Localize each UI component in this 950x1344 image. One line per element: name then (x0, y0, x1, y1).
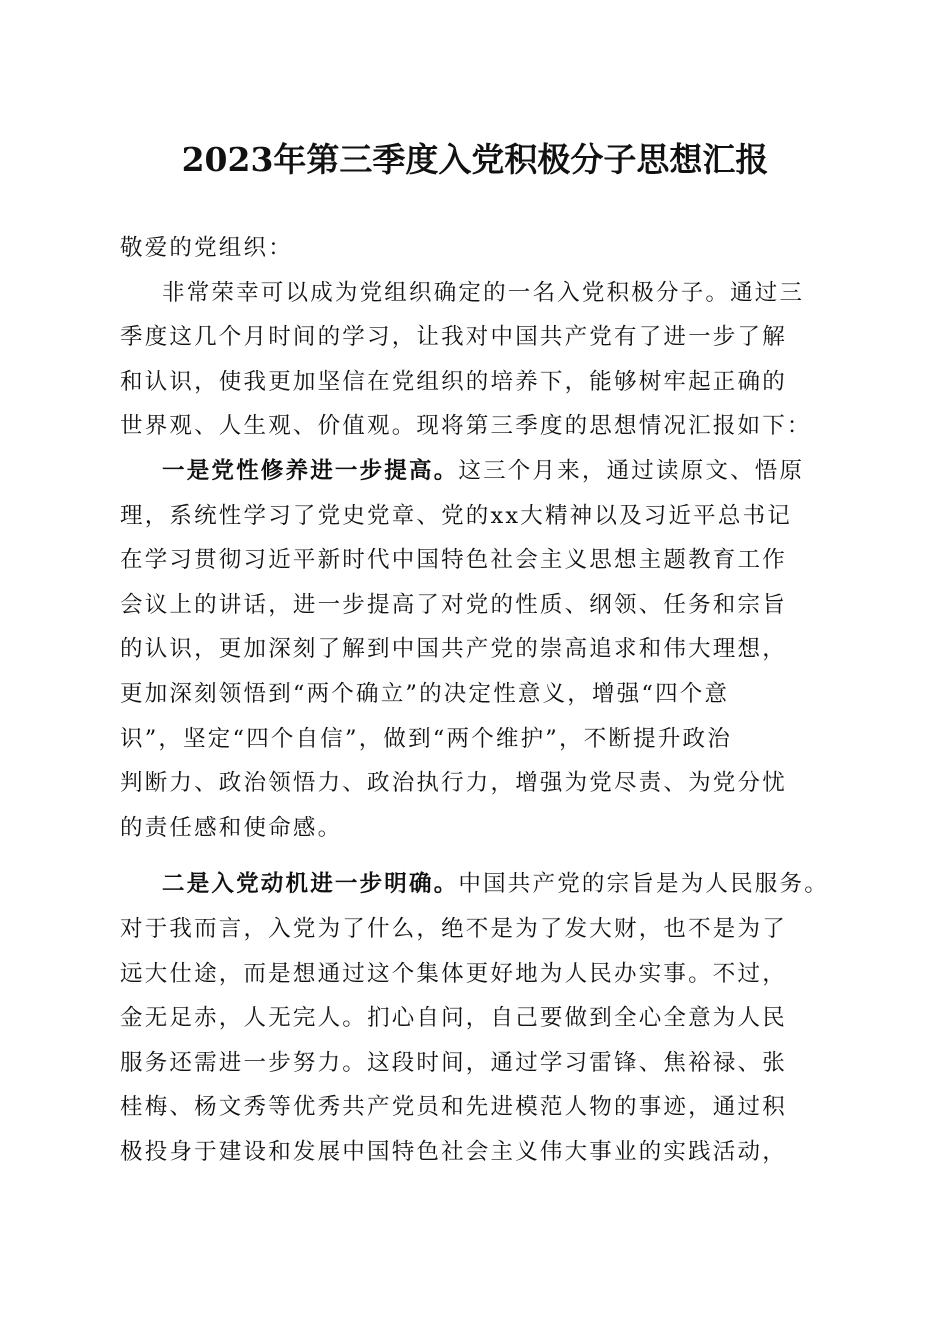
text-line: 极投身于建设和发展中国特色社会主义伟大事业的实践活动， (120, 1138, 787, 1165)
page-title: 2023年第三季度入党积极分子思想汇报 (181, 140, 769, 179)
text-line: 会议上的讲话，进一步提高了对党的性质、纲领、任务和宗旨 (120, 591, 787, 618)
paragraph-heading: 二是入党动机进一步明确。 (162, 871, 459, 898)
text-fragment: 这三个月来，通过读原文、悟原 (458, 457, 805, 484)
text-line: 的责任感和使命感。 (120, 814, 343, 841)
text-line: 服务还需进一步努力。这段时间，通过学习雷锋、焦裕禄、张 (120, 1049, 787, 1076)
salutation: 敬爱的党组织： (120, 235, 293, 261)
text-line: 判断力、政治领悟力、政治执行力，增强为党尽责、为党分忧 (120, 770, 787, 797)
text-line: 对于我而言，入党为了什么，绝不是为了发大财，也不是为了 (120, 915, 787, 942)
text-line: 识”，坚定“四个自信”，做到“两个维护”，不断提升政治 (120, 725, 732, 752)
text-line: 世界观、人生观、价值观。现将第三季度的思想情况汇报如下： (120, 413, 812, 440)
report-body (120, 226, 832, 1174)
text-line: 季度这几个月时间的学习，让我对中国共产党有了进一步了解 (120, 324, 787, 351)
paragraph-first-line (120, 862, 832, 907)
text-line: 更加深刻领悟到“两个确立”的决定性意义，增强“四个意 (120, 680, 730, 707)
paragraph-intro (120, 271, 832, 449)
text-line: 在学习贯彻习近平新时代中国特色社会主义思想主题教育工作 (120, 547, 787, 574)
text-fragment: 中国共产党的宗旨是为人民服务。 (458, 871, 829, 898)
text-line: 的认识，更加深刻了解到中国共产党的崇高追求和伟大理想， (120, 636, 787, 663)
paragraph-motivation (120, 862, 832, 1174)
text-line: 理，系统性学习了党史党章、党的xx大精神以及习近平总书记 (120, 502, 792, 529)
text-line: 桂梅、杨文秀等优秀共产党员和先进模范人物的事迹，通过积 (120, 1094, 787, 1121)
text-line: 远大仕途，而是想通过这个集体更好地为人民办实事。不过， (120, 960, 787, 987)
text-line: 和认识，使我更加坚信在党组织的培养下，能够树牢起正确的 (120, 368, 787, 395)
paragraph-heading: 一是党性修养进一步提高。 (162, 457, 459, 484)
paragraph-first-line (120, 449, 832, 494)
text-line: 非常荣幸可以成为党组织确定的一名入党积极分子。通过三 (162, 279, 805, 306)
paragraph-party-spirit (120, 449, 832, 850)
paragraph-spacer (120, 850, 832, 862)
text-line: 金无足赤，人无完人。扪心自问，自己要做到全心全意为人民 (120, 1005, 787, 1032)
